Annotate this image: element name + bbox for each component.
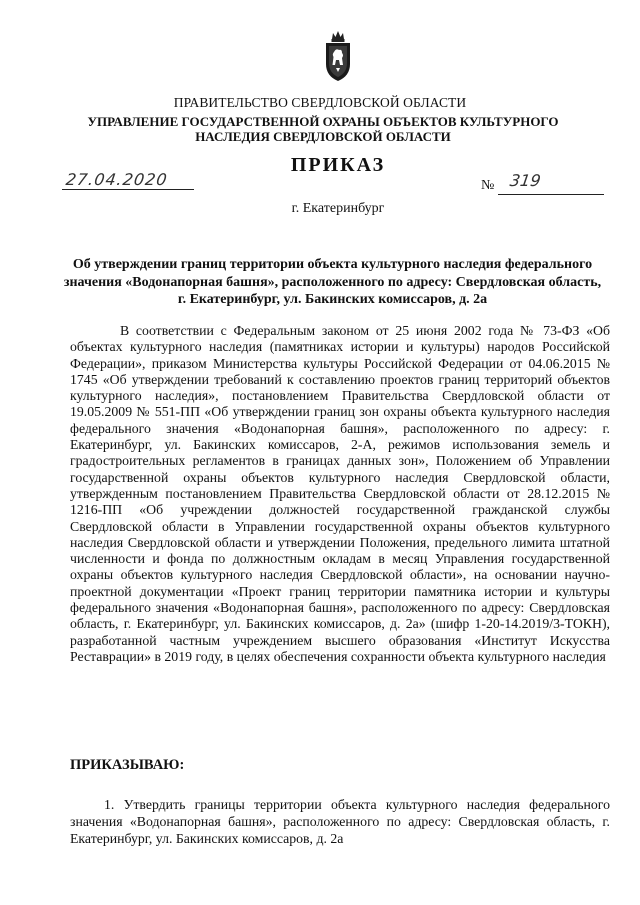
document-title: Об утверждении границ территории объекта культурного наследия федерального значения «Водонапорная башня», расположенного по адресу: Свердловская область, г. Екатеринбург, ул. Бакинских комиссаров, д. 2а <box>63 257 602 307</box>
document-date <box>62 170 194 194</box>
document-number: 319 <box>508 171 542 190</box>
department-name: УПРАВЛЕНИЕ ГОСУДАРСТВЕННОЙ ОХРАНЫ ОБЪЕКТОВ КУЛЬТУРНОГО НАСЛЕДИЯ СВЕРДЛОВСКОЙ ОБЛАСТИ <box>87 114 559 144</box>
date-value: 27.04.2020 <box>64 170 169 189</box>
date-underline <box>62 189 194 190</box>
number-label: № <box>481 178 495 193</box>
government-name: ПРАВИТЕЛЬСТВО СВЕРДЛОВСКОЙ ОБЛАСТИ <box>173 95 467 110</box>
document-number-field <box>498 171 604 195</box>
city: г. Екатеринбург <box>291 201 385 216</box>
preamble-paragraph: В соответствии с Федеральным законом от 25 июня 2002 года № 73-ФЗ «Об объектах культурного наследия (памятниках истории и культуры) народов Российской Федерации», приказом Министерства культуры Российской Федерации от 04.06.2015 № 1745 «Об утверждении требований к составлению проектов границ территорий объектов культурного наследия», постановлением Правительства Свердловской области от 19.05.2009 № 551-ПП «Об утверждении границ зон охраны объекта культурного наследия федерального значения «Водонапорная башня», расположенного по адресу: г. Екатеринбург, ул. Бакинских комиссаров, 2-А, режимов использования земель и градостроительных регламентов в границах данных зон», Положением об Управлении государственной охраны объектов культурного наследия Свердловской области, утвержденным постановлением Правительства Свердловской области от 28.12.2015 № 1216-ПП «Об учреждении должностей государственной гражданской службы Свердловской области в Управлении государственной охраны объектов культурного наследия Свердловской области и утверждении Положения, предельного лимита штатной численности и фонда по должностным окладам в месяц Управления государственной охраны объектов культурного наследия Свердловской области», на основании научно-проектной документации «Проект границ территории памятника истории и культуры федерального значения «Водонапорная башня», расположенного по адресу: Свердловская область, г. Екатеринбург, ул. Бакинских комиссаров, д. 2а» (шифр 1-20-14.2019/3-ТОКН), разработанной частным учреждением высшего образования «Институт Искусства Реставрации» в 2019 году, в целях обеспечения сохранности объекта культурного наследия <box>70 323 610 664</box>
document-type: ПРИКАЗ <box>290 154 386 176</box>
coat-of-arms-icon <box>323 30 353 82</box>
order-heading: ПРИКАЗЫВАЮ: <box>70 757 185 773</box>
order-point-1: 1. Утвердить границы территории объекта культурного наследия федерального значения «Водонапорная башня», расположенного по адресу: Свердловская область, г. Екатеринбург, ул. Бакинских комиссаров, д. 2а <box>70 797 610 846</box>
